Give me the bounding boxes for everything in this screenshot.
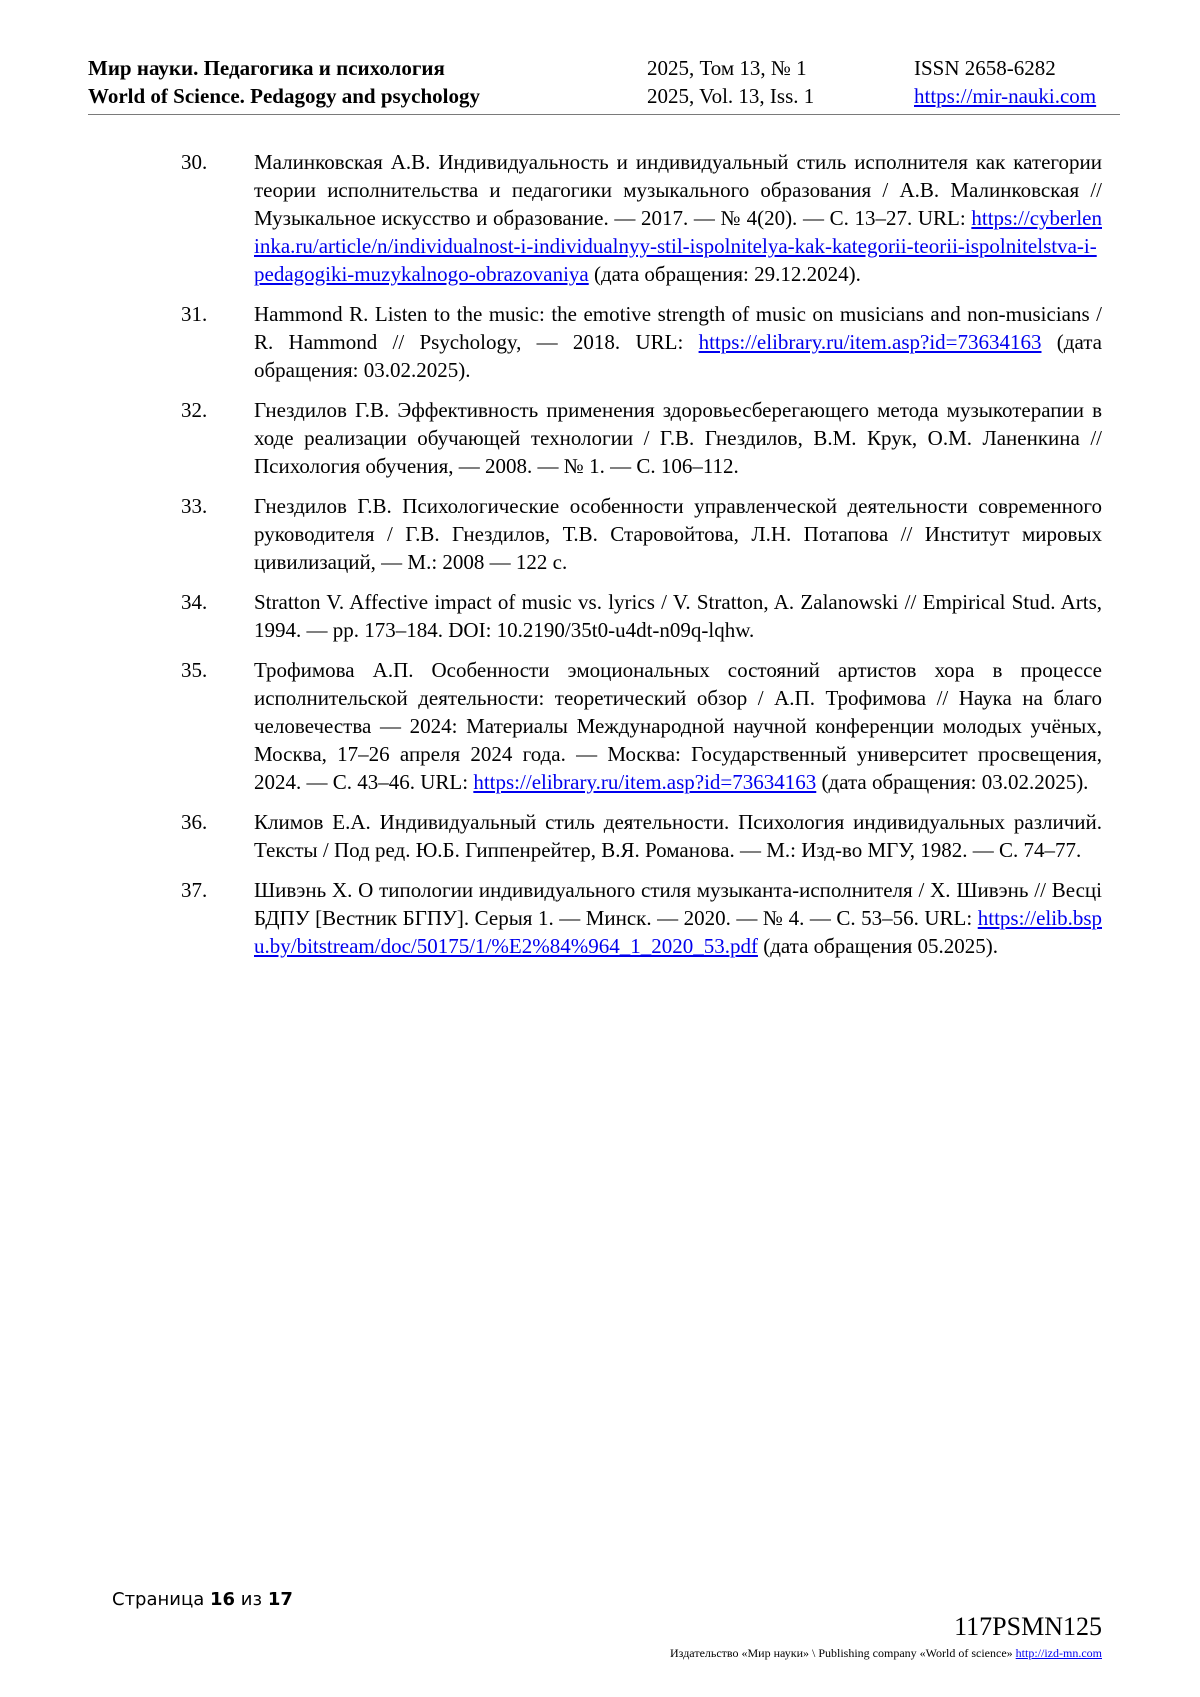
reference-text: Stratton V. Affective impact of music vs. lyrics / V. Stratton, A. Zalanowski // Empirical Stud. Arts, 1994. — pp. 173–184. DOI: 10.2190/35t0-u4dt-n09q-lqhw. bbox=[254, 590, 1102, 642]
reference-text: Гнездилов Г.В. Психологические особенности управленческой деятельности современного руководителя / Г.В. Гнездилов, Т.В. Старовойтова, Л.Н. Потапова // Институт мировых цивилизаций, — М.: 2008 — 122 с. bbox=[254, 494, 1102, 574]
journal-title-block bbox=[88, 54, 480, 110]
reference-text: Климов Е.А. Индивидуальный стиль деятельности. Психология индивидуальных различий. Тексты / Под ред. Ю.Б. Гиппенрейтер, В.Я. Романова. — М.: Изд-во МГУ, 1982. — С. 74–77. bbox=[254, 810, 1102, 862]
publisher-text: Издательство «Мир науки» \ Publishing company «World of science» bbox=[670, 1646, 1013, 1660]
reference-item bbox=[181, 148, 1102, 288]
issn-block bbox=[914, 54, 1096, 110]
reference-number: 32. bbox=[181, 398, 208, 422]
issn: ISSN 2658-6282 bbox=[914, 56, 1056, 80]
reference-link[interactable]: https://elibrary.ru/item.asp?id=73634163 bbox=[473, 770, 817, 794]
reference-access-date: (дата обращения 05.2025). bbox=[757, 934, 999, 958]
reference-list bbox=[181, 148, 1102, 972]
journal-site-link[interactable]: https://mir-nauki.com bbox=[914, 84, 1097, 108]
reference-item bbox=[181, 808, 1102, 864]
reference-text: Шивэнь Х. О типологии индивидуального стиля музыканта-исполнителя / Х. Шивэнь // Весці БДПУ [Вестник БГПУ]. Серыя 1. — Минск. — 2020. — № 4. — С. 53–56. URL: bbox=[254, 878, 1102, 930]
reference-item bbox=[181, 492, 1102, 576]
reference-item bbox=[181, 656, 1102, 796]
reference-text: Трофимова А.П. Особенности эмоциональных состояний артистов хора в процессе исполнительской деятельности: теоретический обзор / А.П. Трофимова // Наука на благо человечества — 2024: Материалы Международной научной конференции молодых учёных, Москва, 17–26 апреля 2024 года. — Москва: Государственный университет просвещения, 2024. — С. 43–46. URL: bbox=[254, 658, 1102, 794]
journal-title-en: World of Science. Pedagogy and psychology bbox=[88, 84, 481, 108]
page-total: 17 bbox=[267, 1589, 293, 1610]
reference-item bbox=[181, 300, 1102, 384]
page-header bbox=[88, 52, 1120, 115]
page-label: Страница bbox=[112, 1589, 205, 1610]
reference-number: 36. bbox=[181, 810, 208, 834]
reference-text: Малинковская А.В. Индивидуальность и индивидуальный стиль исполнителя как категории теории исполнительства и педагогики музыкального образования / А.В. Малинковская // Музыкальное искусство и образование. — 2017. — № 4(20). — С. 13–27. URL: bbox=[254, 150, 1102, 230]
publisher-link[interactable]: http://izd-mn.com bbox=[1015, 1646, 1102, 1660]
journal-title-ru: Мир науки. Педагогика и психология bbox=[88, 56, 445, 80]
reference-link[interactable]: https://elibrary.ru/item.asp?id=73634163 bbox=[698, 330, 1042, 354]
page-current: 16 bbox=[210, 1589, 236, 1610]
reference-text: Hammond R. Listen to the music: the emotive strength of music on musicians and non-musicians / R. Hammond // Psychology, — 2018. URL: bbox=[254, 302, 1102, 354]
reference-item bbox=[181, 588, 1102, 644]
issue-info-block bbox=[647, 54, 814, 110]
reference-access-date: (дата обращения: 03.02.2025). bbox=[254, 330, 1102, 382]
reference-item bbox=[181, 876, 1102, 960]
reference-number: 35. bbox=[181, 658, 208, 682]
reference-number: 31. bbox=[181, 302, 208, 326]
reference-access-date: (дата обращения: 29.12.2024). bbox=[588, 262, 861, 286]
page-counter bbox=[112, 1589, 293, 1610]
reference-number: 34. bbox=[181, 590, 208, 614]
reference-item bbox=[181, 396, 1102, 480]
issue-info-en: 2025, Vol. 13, Iss. 1 bbox=[647, 84, 815, 108]
reference-number: 33. bbox=[181, 494, 208, 518]
page-of: из bbox=[240, 1589, 263, 1610]
reference-link[interactable]: https://elib.bspu.by/bitstream/doc/50175/1/%E2%84%964_1_2020_53.pdf bbox=[254, 906, 1102, 958]
reference-number: 37. bbox=[181, 878, 208, 902]
reference-number: 30. bbox=[181, 150, 208, 174]
publisher-line bbox=[670, 1646, 1102, 1661]
reference-text: Гнездилов Г.В. Эффективность применения здоровьесберегающего метода музыкотерапии в ходе реализации обучающей технологии / Г.В. Гнездилов, В.М. Крук, О.М. Ланенкина // Психология обучения, — 2008. — № 1. — С. 106–112. bbox=[254, 398, 1102, 478]
reference-link[interactable]: https://cyberleninka.ru/article/n/individualnost-i-individualnyy-stil-ispolnitelya-kak-kategorii-teorii-ispolnitelstva-i-pedagogiki-muzykalnogo-obrazovaniya bbox=[254, 206, 1102, 286]
reference-access-date: (дата обращения: 03.02.2025). bbox=[816, 770, 1089, 794]
issue-info-ru: 2025, Том 13, № 1 bbox=[647, 56, 807, 80]
article-code: 117PSMN125 bbox=[954, 1612, 1102, 1641]
